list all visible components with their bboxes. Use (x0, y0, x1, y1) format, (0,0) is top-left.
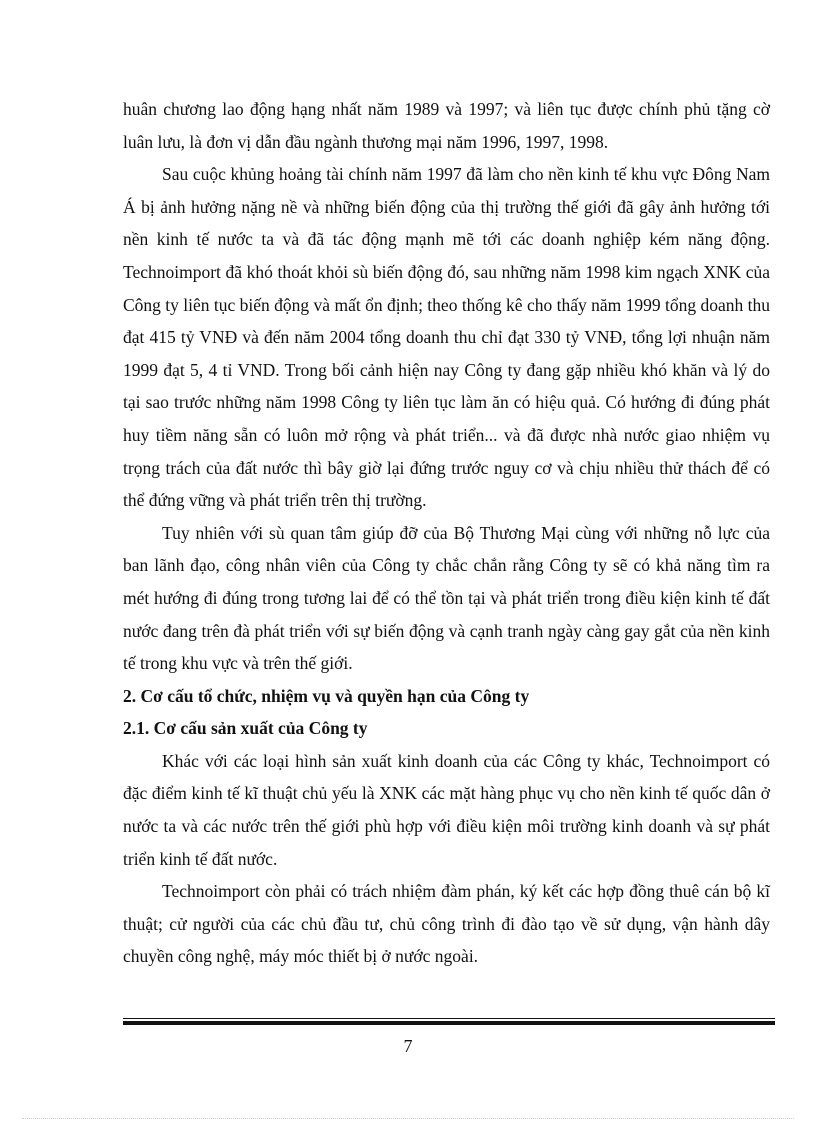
paragraph-financial-crisis: Sau cuộc khủng hoảng tài chính năm 1997 đã làm cho nền kinh tế khu vực Đông Nam Á bị ảnh hưởng nặng nề và những biến động của thị trường thế giới đã gây ảnh hưởng tới nền kinh tế nước ta và đã tác động mạnh mẽ tới các doanh nghiệp kém năng động. Technoimport đã khó thoát khỏi sù biến động đó, sau những năm 1998 kim ngạch XNK của Công ty liên tục biến động và mất ổn định; theo thống kê cho thấy năm 1999 tổng doanh thu đạt 415 tỷ VNĐ và đến năm 2004 tổng doanh thu chỉ đạt 330 tỷ VNĐ, tổng lợi nhuận năm 1999 đạt 5, 4 tỉ VND. Trong bối cảnh hiện nay Công ty đang gặp nhiều khó khăn và lý do tại sao trước những năm 1998 Công ty liên tục làm ăn có hiệu quả. Có hướng đi đúng phát huy tiềm năng sẵn có luôn mở rộng và phát triển... và đã được nhà nước giao nhiệm vụ trọng trách của đất nước thì bây giờ lại đứng trước nguy cơ và chịu nhiều thử thách để có thể đứng vững và phát triển trên thị trường. (123, 164, 770, 511)
paragraph-outlook: Tuy nhiên với sù quan tâm giúp đỡ của Bộ Thương Mại cùng với những nỗ lực của ban lãnh đạo, công nhân viên của Công ty chắc chắn rằng Công ty sẽ có khả năng tìm ra mét hướng đi đúng trong tương lai để có thể tồn tại và phát triển trong điều kiện kinh tế đất nước đang trên đà phát triển với sự biến động và cạnh tranh ngày càng gay gắt của nền kinh tế trong khu vực và trên thế giới. (123, 522, 770, 674)
document-body (123, 93, 770, 973)
paragraph-continuation: huân chương lao động hạng nhất năm 1989 và 1997; và liên tục được chính phủ tặng cờ luân lưu, là đơn vị dẫn đầu ngành thương mại năm 1996, 1997, 1998. (123, 99, 770, 152)
footer-rule (123, 1018, 775, 1025)
page-edge-divider (22, 1118, 794, 1119)
section-heading: 2. Cơ cấu tổ chức, nhiệm vụ và quyền hạn của Công ty (123, 685, 530, 706)
paragraph-production-structure: Khác với các loại hình sản xuất kinh doanh của các Công ty khác, Technoimport có đặc điểm kinh tế kĩ thuật chủ yếu là XNK các mặt hàng phục vụ cho nền kinh tế quốc dân ở nước ta và các nước trên thế giới phù hợp với điều kiện môi trường kinh doanh và sự phát triển kinh tế đất nước. (123, 750, 770, 869)
footer-rule-thick (123, 1021, 775, 1025)
paragraph-responsibilities: Technoimport còn phải có trách nhiệm đàm phán, ký kết các hợp đồng thuê cán bộ kĩ thuật; cử người của các chủ đầu tư, chủ công trình đi đào tạo về sử dụng, vận hành dây chuyền công nghệ, máy móc thiết bị ở nước ngoài. (123, 881, 770, 967)
footer-rule-thin (123, 1018, 775, 1019)
page-number: 7 (403, 1036, 413, 1056)
subsection-heading: 2.1. Cơ cấu sản xuất của Công ty (123, 718, 368, 739)
